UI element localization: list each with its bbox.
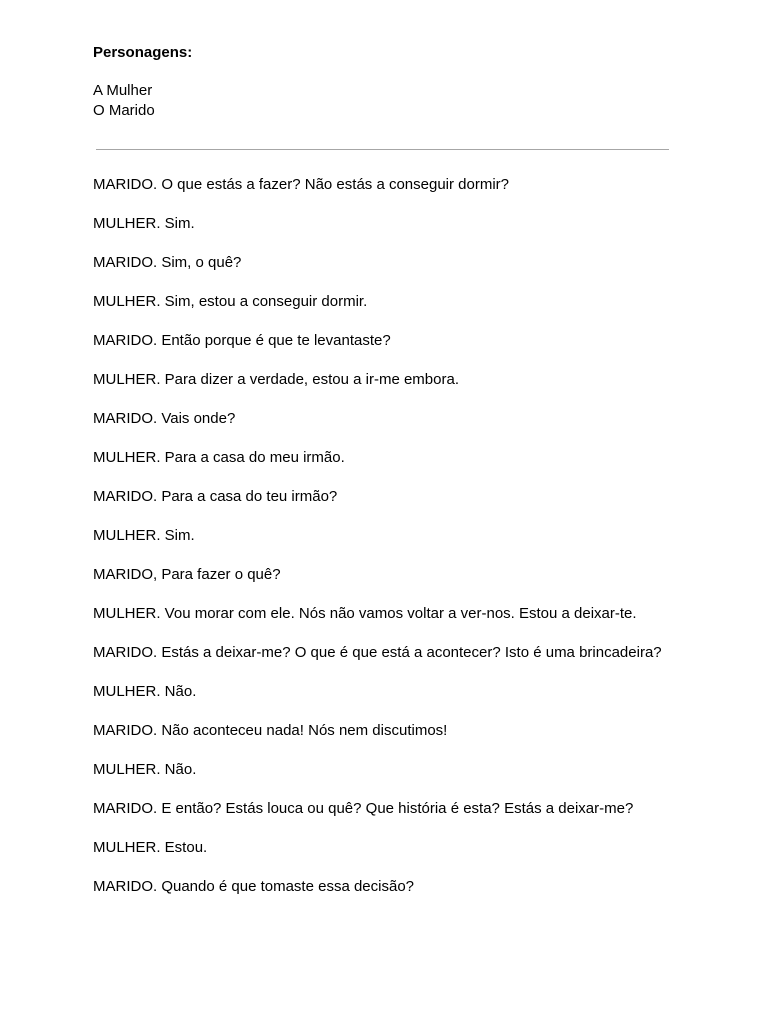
dialogue-line: MULHER. Não. <box>93 683 197 700</box>
dialogue <box>93 175 673 896</box>
dialogue-line: MARIDO. Estás a deixar-me? O que é que está a acontecer? Isto é uma brincadeira? <box>93 644 662 661</box>
dialogue-line: MULHER. Não. <box>93 761 197 778</box>
dialogue-line: MARIDO, Para fazer o quê? <box>93 566 281 583</box>
dialogue-line: MULHER. Sim. <box>93 215 195 232</box>
dialogue-line: MARIDO. Para a casa do teu irmão? <box>93 488 338 505</box>
dialogue-line: MARIDO. O que estás a fazer? Não estás a conseguir dormir? <box>93 176 510 193</box>
dialogue-line: MARIDO. Vais onde? <box>93 410 236 427</box>
dialogue-line: MARIDO. E então? Estás louca ou quê? Que história é esta? Estás a deixar-me? <box>93 800 634 817</box>
dialogue-line: MULHER. Sim, estou a conseguir dormir. <box>93 293 368 310</box>
dialogue-line: MARIDO. Quando é que tomaste essa decisão? <box>93 878 415 895</box>
dialogue-line: MARIDO. Então porque é que te levantaste? <box>93 332 391 349</box>
dialogue-line: MULHER. Sim. <box>93 527 195 544</box>
dialogue-line: MULHER. Para a casa do meu irmão. <box>93 449 345 466</box>
characters-list <box>93 81 768 121</box>
character-item: O Marido <box>93 102 155 119</box>
dialogue-line: MULHER. Vou morar com ele. Nós não vamos voltar a ver-nos. Estou a deixar-te. <box>93 605 637 622</box>
dialogue-line: MULHER. Para dizer a verdade, estou a ir-me embora. <box>93 371 459 388</box>
horizontal-divider <box>96 149 669 150</box>
character-item: A Mulher <box>93 82 153 99</box>
characters-heading: Personagens: <box>93 44 193 61</box>
dialogue-line: MARIDO. Não aconteceu nada! Nós nem discutimos! <box>93 722 448 739</box>
dialogue-line: MULHER. Estou. <box>93 839 208 856</box>
dialogue-line: MARIDO. Sim, o quê? <box>93 254 242 271</box>
